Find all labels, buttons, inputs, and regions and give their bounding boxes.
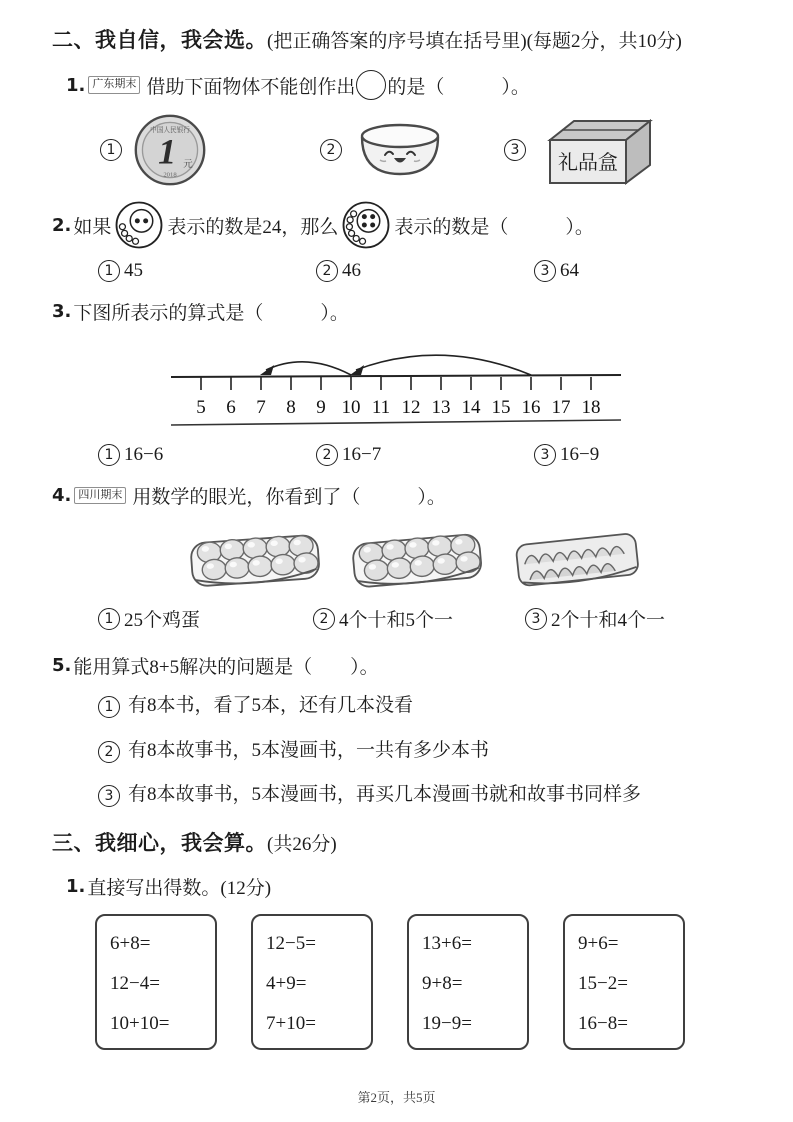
choice-index: 1 [100, 139, 122, 161]
option [313, 605, 525, 632]
section3-heading [52, 827, 753, 857]
option-label: 16−9 [560, 444, 600, 465]
option-index: 2 [316, 260, 338, 282]
option-label: 有8本故事书，5本漫画书，再买几本漫画书就和故事书同样多 [128, 784, 642, 806]
svg-text:15: 15 [491, 397, 511, 418]
question-2-text-3: 表示的数是（ ）。 [394, 216, 594, 238]
option [98, 260, 316, 282]
svg-text:7: 7 [256, 397, 266, 418]
equation: 13+6= [422, 932, 472, 954]
egg-carton-empty-icon [510, 519, 644, 595]
option-index: 1 [98, 608, 120, 630]
question-2 [52, 200, 753, 250]
section3-question-1-text: 直接写出得数。(12分) [87, 877, 272, 899]
question-3 [52, 298, 753, 325]
equation: 12−5= [266, 932, 316, 954]
svg-text:14: 14 [461, 397, 481, 418]
question-1-text-after: 的是（ ）。 [387, 76, 530, 98]
section2-subtitle: (把正确答案的序号填在括号里)(每题2分，共10分) [267, 31, 682, 52]
choice-3-gift-box [504, 110, 658, 190]
section3-subtitle: (共26分) [267, 833, 337, 855]
question-4-source-badge: 四川期末 [74, 487, 126, 504]
option-index: 2 [316, 444, 338, 466]
question-4-text: 用数学的眼光，你看到了（ ）。 [132, 487, 446, 508]
question-4 [52, 482, 753, 509]
equation: 9+8= [422, 972, 463, 994]
option-index: 1 [98, 444, 120, 466]
svg-text:5: 5 [196, 397, 206, 418]
question-2-text-1: 如果 [73, 216, 112, 238]
question-1 [52, 70, 753, 100]
page-footer: 第2页，共5页 [357, 1090, 436, 1105]
question-1-number: 1. [66, 74, 86, 96]
equation: 9+6= [578, 932, 619, 954]
calculation-boxes [52, 914, 753, 1050]
choice-index: 3 [504, 139, 526, 161]
choice-2-bowl [320, 112, 448, 188]
section3-question-1 [52, 873, 753, 900]
option [98, 605, 313, 632]
question-5 [52, 652, 753, 679]
question-1-text-before: 借助下面物体不能创作出 [146, 76, 356, 98]
question-1-choices [52, 110, 753, 190]
coin-top-text: 中国人民银行 [150, 126, 190, 134]
question-4-number: 4. [52, 485, 72, 506]
svg-text:10: 10 [341, 397, 361, 418]
calc-box-2 [251, 914, 373, 1050]
option-label: 有8本故事书，5本漫画书，一共有多少本书 [128, 739, 490, 761]
place-value-counter-icon [114, 200, 164, 250]
equation: 12−4= [110, 972, 160, 994]
option-label: 16−6 [124, 444, 164, 465]
question-3-options [52, 444, 753, 466]
equation: 16−8= [578, 1012, 628, 1034]
option-index: 2 [313, 608, 335, 630]
option-index: 3 [534, 444, 556, 466]
section2-heading [52, 24, 753, 54]
option-label: 46 [342, 260, 361, 281]
circle-shape-icon [356, 70, 386, 100]
coin-value: 1 [158, 131, 177, 172]
option-label: 25个鸡蛋 [124, 610, 201, 631]
svg-text:18: 18 [581, 397, 601, 418]
question-3-text: 下图所表示的算式是（ ）。 [73, 303, 349, 324]
option [525, 605, 665, 632]
question-5-text: 能用算式8+5解决的问题是（ ）。 [73, 657, 379, 678]
section3-title: 三、我细心，我会算。 [52, 830, 267, 855]
place-value-counter-icon [341, 200, 391, 250]
choice-index: 2 [320, 139, 342, 161]
equation: 6+8= [110, 932, 151, 954]
option [98, 738, 753, 765]
option [316, 260, 534, 282]
question-5-options [52, 693, 753, 809]
equation: 15−2= [578, 972, 628, 994]
number-line [170, 329, 622, 429]
question-3-number: 3. [52, 301, 72, 322]
question-2-number: 2. [52, 214, 72, 236]
svg-text:13: 13 [431, 397, 451, 418]
option-index: 1 [98, 260, 120, 282]
svg-text:11: 11 [371, 397, 391, 418]
coin-unit: 元 [183, 160, 193, 171]
question-4-options [52, 605, 753, 632]
bowl-icon [352, 112, 448, 188]
calc-box-1 [95, 914, 217, 1050]
option-index: 3 [525, 608, 547, 630]
egg-carton-full-icon [186, 517, 324, 597]
svg-text:12: 12 [401, 397, 421, 418]
option-index: 2 [98, 741, 120, 763]
question-1-source-badge: 广东期末 [88, 76, 140, 93]
svg-text:8: 8 [286, 397, 296, 418]
egg-carton-full-icon [348, 517, 486, 597]
coin-icon [132, 112, 208, 188]
equation: 7+10= [266, 1012, 316, 1034]
question-4-figure [186, 517, 753, 597]
number-line-figure [170, 329, 753, 434]
option-label: 有8本书，看了5本，还有几本没看 [128, 695, 414, 716]
equation: 4+9= [266, 972, 307, 994]
option [534, 260, 579, 282]
svg-text:17: 17 [551, 397, 571, 418]
option-index: 3 [98, 785, 120, 807]
svg-text:6: 6 [226, 397, 236, 418]
question-5-number: 5. [52, 655, 72, 676]
option [98, 693, 753, 720]
equation: 19−9= [422, 1012, 472, 1034]
option [534, 444, 599, 466]
option [316, 444, 534, 466]
coin-year: 2018 [163, 171, 177, 179]
section3-question-1-number: 1. [66, 875, 86, 897]
option-label: 16−7 [342, 444, 382, 465]
question-2-text-2: 表示的数是24，那么 [167, 216, 339, 238]
option [98, 782, 753, 809]
choice-1-coin [100, 112, 208, 188]
question-2-options [52, 260, 753, 282]
svg-text:16: 16 [521, 397, 541, 418]
option-label: 64 [560, 260, 579, 281]
option-index: 3 [534, 260, 556, 282]
calc-box-3 [407, 914, 529, 1050]
svg-text:9: 9 [316, 397, 326, 418]
option-label: 4个十和5个一 [339, 610, 454, 631]
equation: 10+10= [110, 1012, 170, 1034]
option-label: 2个十和4个一 [551, 610, 666, 631]
option-index: 1 [98, 696, 120, 718]
section2-title: 二、我自信，我会选。 [52, 28, 267, 52]
option-label: 45 [124, 260, 143, 281]
gift-box-label: 礼品盒 [558, 152, 618, 174]
gift-box-icon [536, 110, 658, 190]
calc-box-4 [563, 914, 685, 1050]
option [98, 444, 316, 466]
